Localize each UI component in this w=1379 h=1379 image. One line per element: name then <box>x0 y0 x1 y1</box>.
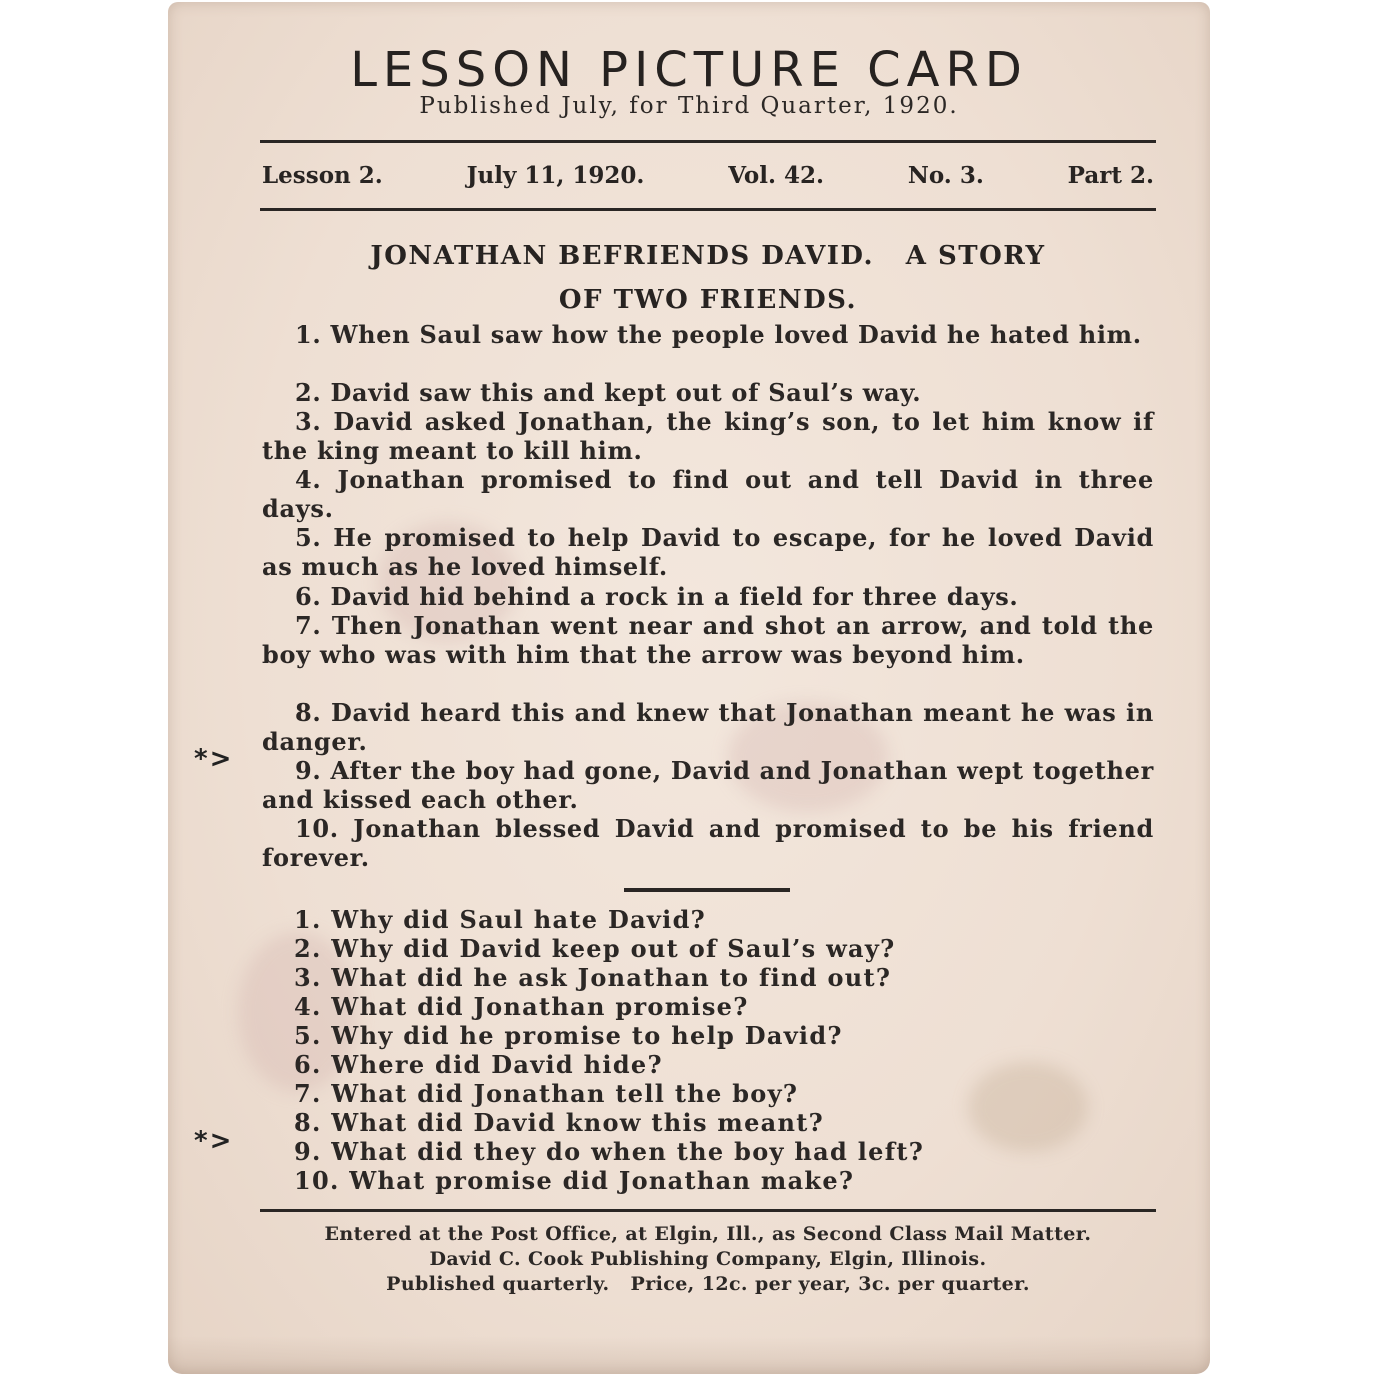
question-item: 3. What did he ask Jonathan to find out? <box>294 963 892 992</box>
question-item: 1. Why did Saul hate David? <box>294 905 707 934</box>
question-item: 7. What did Jonathan tell the boy? <box>294 1079 799 1108</box>
story-paragraph: 7. Then Jonathan went near and shot an arrow, and told the boy who was with him that the arrow was beyond him. <box>262 611 1154 669</box>
story-paragraph: 4. Jonathan promised to find out and tell David in three days. <box>262 465 1154 523</box>
story-title-line-2: OF TWO FRIENDS. <box>558 285 858 315</box>
issue-number: No. 3. <box>907 162 984 189</box>
lesson-date: July 11, 1920. <box>466 162 645 189</box>
lesson-info-row <box>262 162 1154 189</box>
lesson-card <box>168 2 1210 1374</box>
footer-postal-notice: Entered at the Post Office, at Elgin, Ill., as Second Class Mail Matter. <box>324 1223 1092 1245</box>
lesson-number: Lesson 2. <box>262 162 383 189</box>
handwritten-star-arrow-mark: *> <box>194 744 234 774</box>
section-divider <box>624 888 790 892</box>
story-paragraph: 1. When Saul saw how the people loved David he hated him. <box>295 320 1142 349</box>
story-paragraph: 3. David asked Jonathan, the king’s son, to let him know if the king meant to kill him. <box>262 407 1154 465</box>
question-item: 5. Why did he promise to help David? <box>294 1021 843 1050</box>
story-paragraph: 9. After the boy had gone, David and Jonathan wept together and kissed each other. <box>262 756 1154 814</box>
footer-divider <box>260 1209 1156 1212</box>
story-paragraph: 6. David hid behind a rock in a field for three days. <box>295 582 1019 611</box>
story-paragraph: 8. David heard this and knew that Jonathan meant he was in danger. <box>262 698 1154 756</box>
part-number: Part 2. <box>1067 162 1154 189</box>
story-paragraph: 2. David saw this and kept out of Saul’s way. <box>295 378 922 407</box>
question-item: 2. Why did David keep out of Saul’s way? <box>294 934 896 963</box>
story-paragraph: 5. He promised to help David to escape, for he loved David as much as he loved himself. <box>262 523 1154 581</box>
story-title-line-1: JONATHAN BEFRIENDS DAVID. A STORY <box>370 241 1046 271</box>
question-item: 4. What did Jonathan promise? <box>294 992 749 1021</box>
card-subtitle: Published July, for Third Quarter, 1920. <box>419 93 959 119</box>
story-title <box>248 234 1168 322</box>
info-divider <box>260 208 1156 211</box>
story-paragraph: 10. Jonathan blessed David and promised to be his friend forever. <box>262 814 1154 872</box>
footer-pricing: Published quarterly. Price, 12c. per year, 3c. per quarter. <box>386 1273 1030 1295</box>
top-divider <box>260 140 1156 143</box>
volume-number: Vol. 42. <box>728 162 825 189</box>
card-title: LESSON PICTURE CARD <box>350 42 1028 98</box>
footer-publisher: David C. Cook Publishing Company, Elgin, Illinois. <box>429 1248 987 1270</box>
question-item: 10. What promise did Jonathan make? <box>294 1166 855 1195</box>
question-item: 9. What did they do when the boy had left? <box>294 1137 925 1166</box>
question-item: 6. Where did David hide? <box>294 1050 663 1079</box>
question-item: 8. What did David know this meant? <box>294 1108 825 1137</box>
handwritten-star-arrow-mark: *> <box>194 1126 234 1156</box>
